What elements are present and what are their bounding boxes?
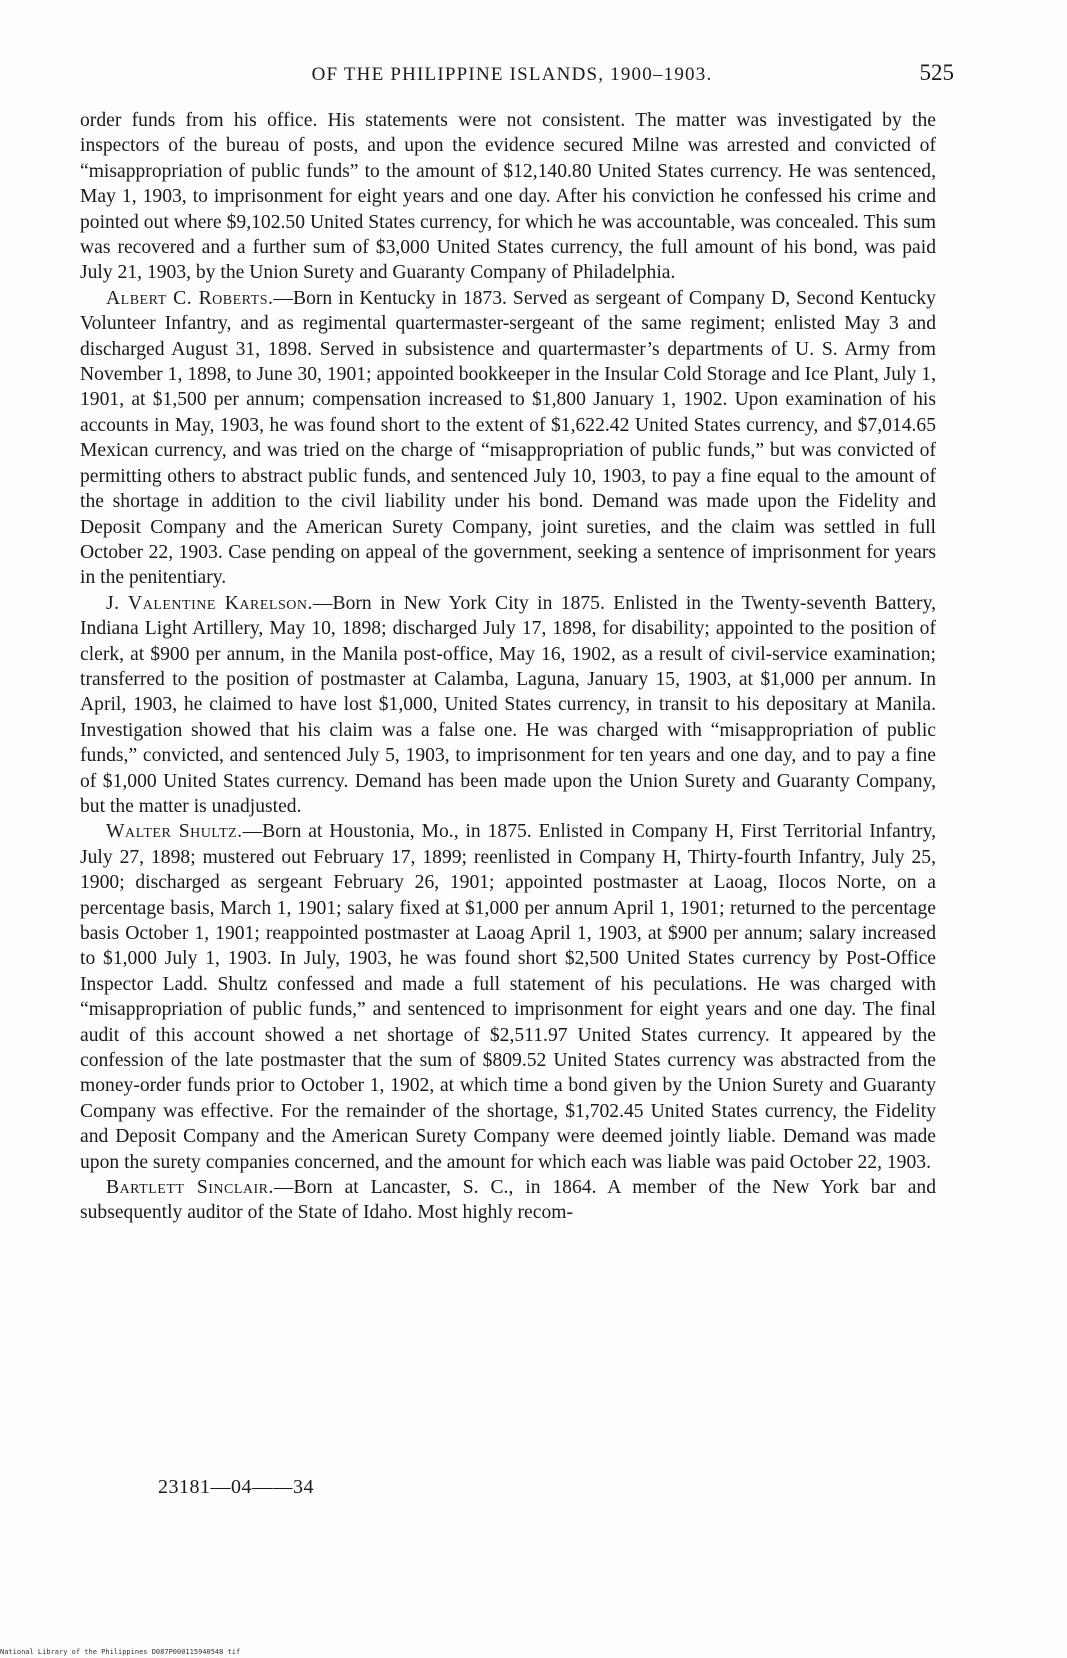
entry-name: Bartlett Sinclair.	[106, 1177, 274, 1199]
entry-text: —Born in Kentucky in 1873. Served as sergeant of Company D, Second Kentucky Volunteer Infantry, and as regimental quartermaster-sergeant of the same regiment; enlisted May 3 and discharged August 31, 1898. Served in subsistence and quartermaster’s departments of U. S. Army from November 1, 1898, to June 30, 1901; appointed bookkeeper in the Insular Cold Storage and Ice Plant, July 1, 1901, at $1,500 per annum; compensation increased to $1,800 January 1, 1902. Upon examination of his accounts in May, 1903, he was found short to the extent of $1,622.42 United States currency, and $7,014.65 Mexican currency, and was tried on the charge of “misappropriation of public funds,” but was convicted of permitting others to abstract public funds, and sentenced July 10, 1903, to pay a fine equal to the amount of the shortage in addition to the civil liability under his bond. Demand was made upon the Fidelity and Deposit Company and the American Surety Company, joint sureties, and the claim was settled in full October 22, 1903. Case pending on appeal of the government, seeking a sentence of imprisonment for years in the penitentiary.	[80, 287, 936, 589]
entry-text: —Born in New York City in 1875. Enlisted in the Twenty-seventh Battery, Indiana Light Artillery, May 10, 1898; discharged July 17, 1898, for disability; appointed to the position of clerk, at $900 per annum, in the Manila post-office, May 16, 1902, as a result of civil-service examination; transferred to the position of postmaster at Calamba, Laguna, January 15, 1903, at $1,000 per annum. In April, 1903, he claimed to have lost $1,000, United States currency, in transit to his depositary at Manila. Investigation showed that his claim was a false one. He was charged with “misappropriation of public funds,” convicted, and sentenced July 5, 1903, to imprisonment for ten years and one day, and to pay a fine of $1,000 United States currency. Demand has been made upon the Union Surety and Guaranty Company, but the matter is unadjusted.	[80, 592, 936, 817]
body-text	[80, 108, 936, 1226]
page-number: 525	[919, 60, 954, 85]
entry-name: J. Valentine Karelson.	[106, 592, 313, 614]
paragraph-milne-continued: order funds from his office. His statements were not consistent. The matter was investigated by the inspectors of the bureau of posts, and upon the evidence secured Milne was arrested and convicted of “misappropriation of public funds” to the amount of $12,140.80 United States currency. He was sentenced, May 1, 1903, to imprisonment for eight years and one day. After his conviction he confessed his crime and pointed out where $9,102.50 United States currency, for which he was accountable, was concealed. This sum was recovered and a further sum of $3,000 United States currency, the full amount of his bond, was paid July 21, 1903, by the Union Surety and Guaranty Company of Philadelphia.	[80, 110, 936, 284]
paragraph-roberts	[80, 286, 936, 591]
scan-imprint: National Library of the Philippines D087P000115940548 tif	[0, 1648, 241, 1656]
entry-name: Albert C. Roberts.	[106, 287, 274, 309]
running-title: OF THE PHILIPPINE ISLANDS, 1900–1903.	[311, 64, 713, 85]
paragraph-karelson	[80, 591, 936, 820]
entry-name: Walter Shultz.	[106, 821, 243, 843]
paragraph-sinclair	[80, 1175, 936, 1226]
page-header	[86, 60, 954, 94]
entry-text: —Born at Lancaster, S. C., in 1864. A member of the New York bar and subsequently auditor of the State of Idaho. Most highly recom-	[80, 1177, 936, 1224]
entry-text: —Born at Houstonia, Mo., in 1875. Enlisted in Company H, First Territorial Infantry, July 27, 1898; mustered out February 17, 1899; reenlisted in Company H, Thirty-fourth Infantry, July 25, 1900; discharged as sergeant February 26, 1901; appointed postmaster at Laoag, Ilocos Norte, on a percentage basis, March 1, 1901; salary fixed at $1,000 per annum April 1, 1901; returned to the percentage basis October 1, 1901; reappointed postmaster at Laoag April 1, 1903, at $900 per annum; salary increased to $1,000 July 1, 1903. In July, 1903, he was found short $2,500 United States currency by Post-Office Inspector Ladd. Shultz confessed and made a full statement of his peculations. He was charged with “misappropriation of public funds,” and sentenced to imprisonment for eight years and one day. The final audit of this account showed a net shortage of $2,511.97 United States currency. It appeared by the confession of the late postmaster that the sum of $809.52 United States currency was abstracted from the money-order funds prior to October 1, 1902, at which time a bond given by the Union Surety and Guaranty Company was effective. For the remainder of the shortage, $1,702.45 United States currency, the Fidelity and Deposit Company and the American Surety Company were deemed jointly liable. Demand was made upon the surety companies concerned, and the amount for which each was liable was paid October 22, 1903.	[80, 821, 936, 1173]
paragraph-shultz	[80, 819, 936, 1175]
signature-mark: 23181—04——34	[158, 1476, 314, 1498]
